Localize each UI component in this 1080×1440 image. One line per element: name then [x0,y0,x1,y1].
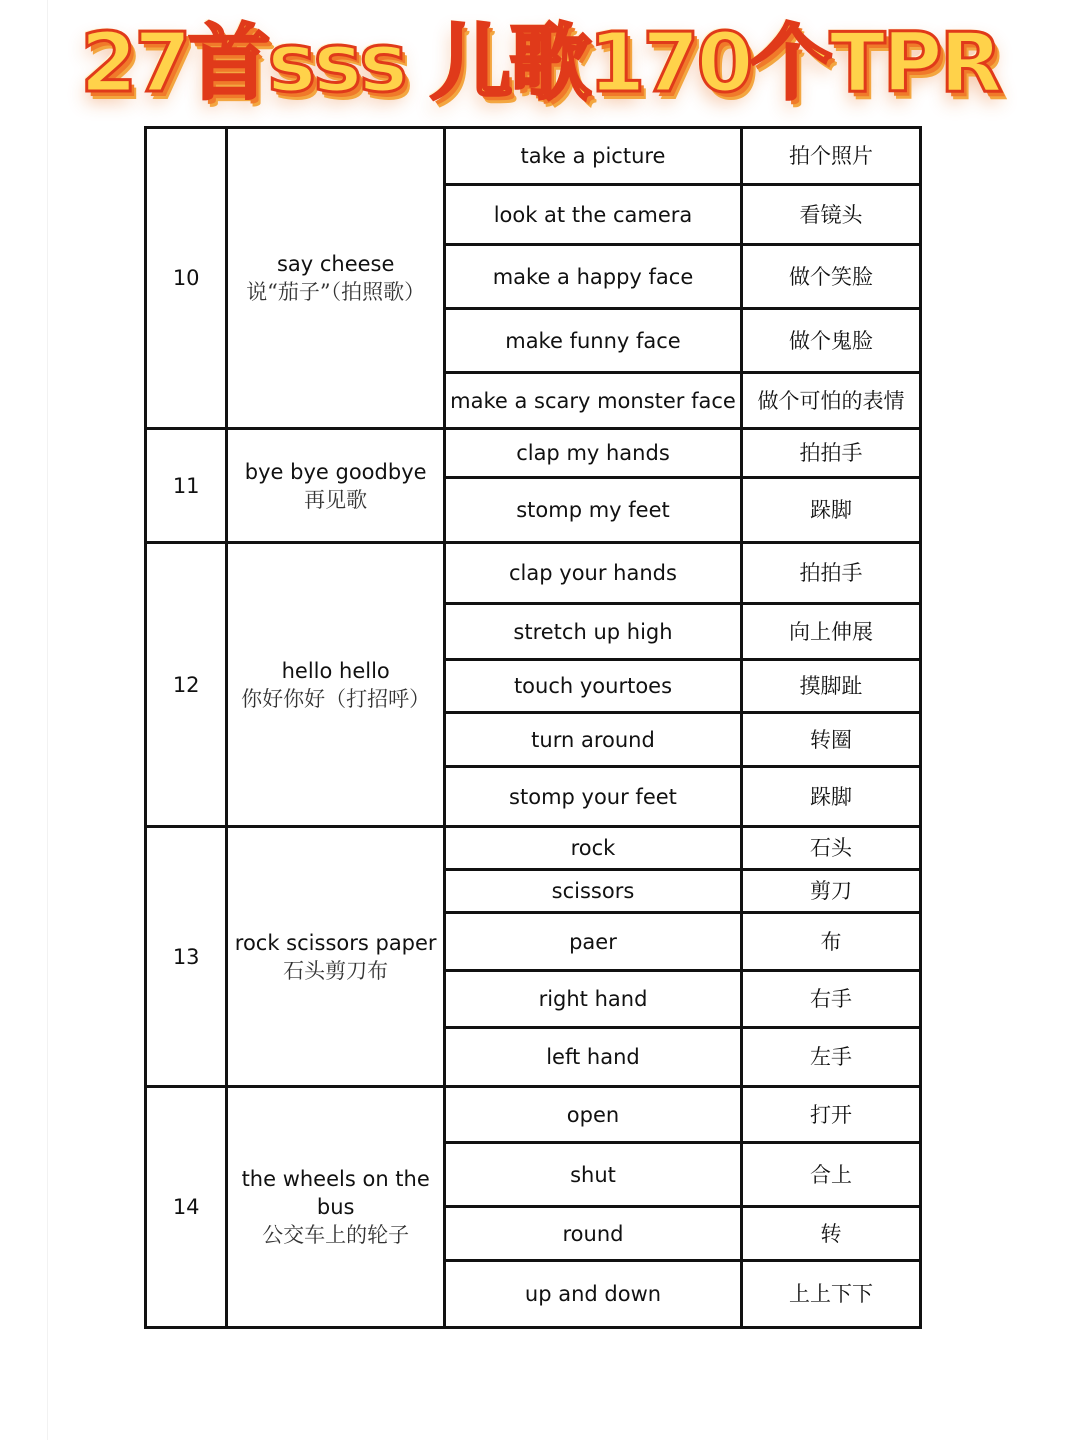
action-en: round [445,1207,742,1261]
action-en: clap my hands [445,429,742,478]
action-cn: 摸脚趾 [741,660,920,713]
action-en: turn around [445,713,742,767]
action-cn: 向上伸展 [741,604,920,660]
song-title-cell [227,1087,445,1328]
table-row [146,1087,921,1143]
action-cn: 拍拍手 [741,543,920,604]
action-cn: 打开 [741,1087,920,1143]
action-cn: 跺脚 [741,767,920,827]
table-row [146,543,921,604]
action-en: stretch up high [445,604,742,660]
action-en: stomp my feet [445,478,742,543]
song-title-cn: 再见歌 [304,487,368,512]
action-en: make a happy face [445,245,742,309]
action-en: right hand [445,971,742,1028]
action-cn: 做个鬼脸 [741,309,920,373]
table-row [146,827,921,870]
action-cn: 布 [741,913,920,971]
song-title-en: bye bye goodbye [244,459,427,484]
song-title-cell [227,543,445,827]
tpr-table [144,126,922,1329]
action-en: make a scary monster face [445,373,742,429]
action-en: take a picture [445,128,742,185]
song-title-en: rock scissors paper [234,930,437,955]
action-en: open [445,1087,742,1143]
song-title-cn: 石头剪刀布 [283,958,389,983]
song-number: 13 [146,827,227,1087]
action-cn: 石头 [741,827,920,870]
action-cn: 右手 [741,971,920,1028]
action-en: look at the camera [445,185,742,245]
action-cn: 合上 [741,1143,920,1207]
song-title-cell [227,827,445,1087]
song-number: 12 [146,543,227,827]
action-en: stomp your feet [445,767,742,827]
song-number: 11 [146,429,227,543]
action-cn: 看镜头 [741,185,920,245]
action-en: paer [445,913,742,971]
action-cn: 上上下下 [741,1261,920,1328]
song-title-en: hello hello [281,658,390,683]
action-en: scissors [445,870,742,913]
action-cn: 剪刀 [741,870,920,913]
page-title: 27首sss 儿歌170个TPR [80,16,1000,111]
table-row [146,128,921,185]
page-edge-line [47,0,48,1440]
table-row [146,429,921,478]
action-en: rock [445,827,742,870]
action-en: up and down [445,1261,742,1328]
action-cn: 做个笑脸 [741,245,920,309]
action-en: make funny face [445,309,742,373]
song-title-cell [227,128,445,429]
song-number: 10 [146,128,227,429]
song-title-en: the wheels on the bus [241,1167,430,1219]
song-number: 14 [146,1087,227,1328]
song-title-en: say cheese [276,252,395,276]
action-en: left hand [445,1028,742,1087]
song-title-cell [227,429,445,543]
action-en: shut [445,1143,742,1207]
action-en: clap your hands [445,543,742,604]
action-cn: 左手 [741,1028,920,1087]
action-cn: 拍拍手 [741,429,920,478]
song-title-cn: 公交车上的轮子 [262,1223,410,1247]
action-en: touch yourtoes [445,660,742,713]
action-cn: 做个可怕的表情 [741,373,920,429]
song-title-cn: 你好你好（打招呼） [241,686,431,711]
action-cn: 跺脚 [741,478,920,543]
action-cn: 拍个照片 [741,128,920,185]
action-cn: 转圈 [741,713,920,767]
action-cn: 转 [741,1207,920,1261]
song-title-cn: 说“茄子”（拍照歌） [246,280,426,304]
